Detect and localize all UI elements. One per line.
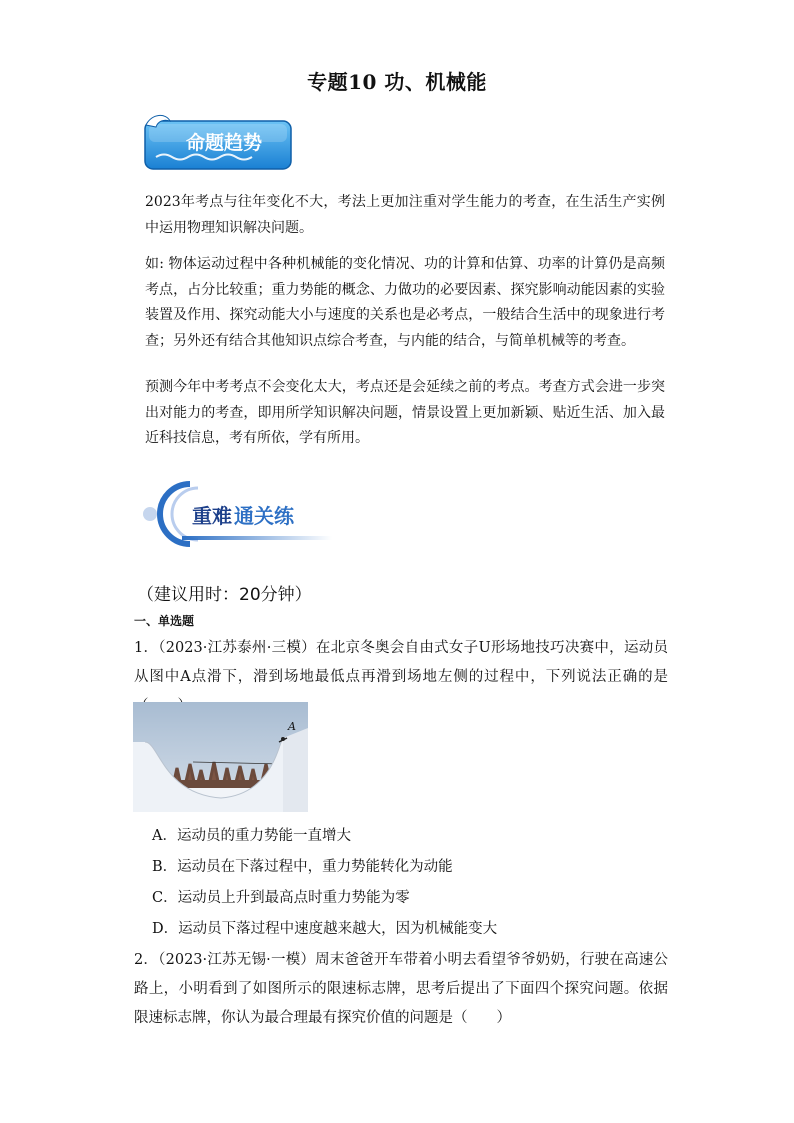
banner-graphic [142, 478, 342, 550]
time-hint: （建议用时：20分钟） [137, 585, 312, 605]
practice-banner [142, 478, 342, 550]
question-number: 1． [134, 640, 159, 656]
question-source: （2023·江苏无锡·一模） [158, 952, 316, 968]
question-stem: 在北京冬奥会自由式女子U形场地技巧决赛中，运动员从图中A点滑下，滑到场地最低点再滑到场地左侧的过程中，下列说法正确的是 [134, 640, 668, 685]
question-stem: 周末爸爸开车带着小明去看望爷爷奶奶，行驶在高速公路上，小明看到了如图所示的限速标志牌，思考后提出了下面四个探究问题。依据限速标志牌，你认为最合理最有探究价值的问题是（ ） [134, 952, 668, 1026]
halfpipe-photo [133, 702, 308, 812]
trend-paragraph-3: 预测今年中考考点不会变化太大，考点还是会延续之前的考点。考查方式会进一步突出对能力的考查，即用所学知识解决问题，情景设置上更加新颖、贴近生活、加入最近科技信息，考有所依，学有所用。 [145, 379, 665, 446]
option-a: A．运动员的重力势能一直增大 [152, 828, 351, 844]
section-title: 一、单选题 [134, 614, 195, 628]
question-source: （2023·江苏泰州·三模） [158, 640, 316, 656]
page-title: 专题10 功、机械能 [307, 70, 487, 94]
trend-paragraph-2: 如: 物体运动过程中各种机械能的变化情况、功的计算和估算、功率的计算仍是高频考点，占分比较重；重力势能的概念、力做功的必要因素、探究影响动能因素的实验装置及作用、探究动能大小与速度的关系也是必考点，一般结合生活中的现象进行考查；另外还有结合其他知识点综合考查，与内能的结合，与简单机械等的考查。 [145, 256, 665, 349]
point-a-label: A [288, 720, 296, 733]
option-d: D．运动员下落过程中速度越来越大，因为机械能变大 [152, 921, 498, 937]
question-2 [134, 946, 668, 1033]
dolphin-badge-graphic [142, 113, 294, 171]
banner-text-1: 重难 [192, 504, 232, 528]
badge-label: 命题趋势 [185, 132, 263, 154]
option-c: C．运动员上升到最高点时重力势能为零 [152, 890, 410, 906]
question-number: 2． [134, 952, 159, 968]
option-b: B．运动员在下落过程中，重力势能转化为动能 [152, 859, 453, 875]
halfpipe-image [133, 702, 308, 812]
trend-paragraph-1: 2023年考点与往年变化不大，考法上更加注重对学生能力的考查，在生活生产实例中运用物理知识解决问题。 [145, 194, 665, 236]
banner-text-2: 通关练 [234, 504, 294, 528]
trend-badge [142, 113, 294, 171]
